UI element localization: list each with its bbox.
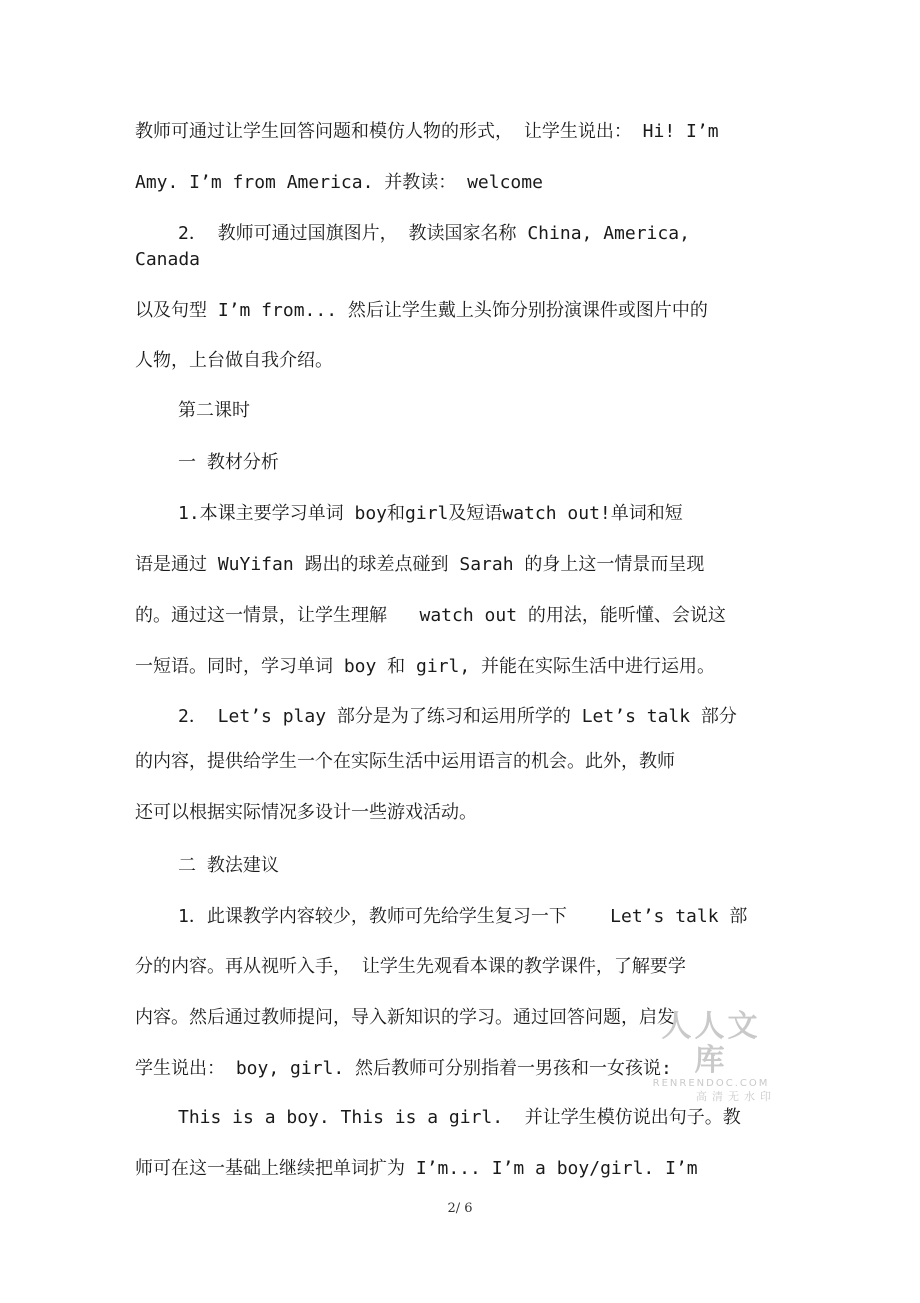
watermark-title: 人人文库 (661, 1009, 761, 1078)
watermark (646, 1010, 776, 1104)
watermark-url: RENRENDOC.COM (652, 1078, 770, 1089)
page-number: 2/ 6 (447, 1201, 473, 1216)
text-line-12: 一短语。同时，学习单词 boy 和 girl, 并能在实际生活中进行运用。 (135, 656, 716, 677)
text-line-19: 内容。然后通过教师提问，导入新知识的学习。通过回答问题，启发 (135, 1007, 675, 1028)
text-line-11: 的。通过这一情景，让学生理解 watch out 的用法，能听懂、会说这 (135, 605, 726, 626)
section-title-lesson-2: 第二课时 (178, 400, 250, 421)
text-line-14: 的内容，提供给学生一个在实际生活中运用语言的机会。此外，教师 (135, 751, 675, 772)
text-line-21: This is a boy. This is a girl. 并让学生模仿说出句子。教 (178, 1107, 741, 1128)
text-line-3: 2． 教师可通过国旗图片， 教读国家名称 China, America, (178, 223, 690, 244)
text-line-4: Canada (135, 249, 201, 270)
text-line-13: 2． Let’s play 部分是为了练习和运用所学的 Let’s talk 部分 (178, 706, 737, 727)
heading-material-analysis: 一 教材分析 (178, 452, 279, 473)
text-line-1: 教师可通过让学生回答问题和模仿人物的形式， 让学生说出： Hi! I’m (135, 121, 719, 142)
text-line-22: 师可在这一基础上继续把单词扩为 I’m... I’m a boy/girl. I’m (135, 1158, 698, 1179)
text-line-10: 语是通过 WuYifan 踢出的球差点碰到 Sarah 的身上这一情景而呈现 (135, 554, 705, 575)
text-line-6: 人物，上台做自我介绍。 (135, 350, 333, 371)
heading-teaching-suggestions: 二 教法建议 (178, 855, 279, 876)
text-line-2: Amy. I’m from America. 并教读： welcome (135, 172, 543, 193)
text-line-15: 还可以根据实际情况多设计一些游戏活动。 (135, 802, 477, 823)
text-line-18: 分的内容。再从视听入手， 让学生先观看本课的教学课件，了解要学 (135, 956, 686, 977)
watermark-subtitle: 高清无水印 (696, 1090, 776, 1103)
text-line-9: 1.本课主要学习单词 boy和girl及短语watch out!单词和短 (178, 503, 683, 524)
text-line-5: 以及句型 I’m from... 然后让学生戴上头饰分别扮演课件或图片中的 (135, 300, 708, 321)
text-line-20: 学生说出： boy, girl. 然后教师可分别指着一男孩和一女孩说: (135, 1058, 672, 1079)
text-line-17: 1．此课教学内容较少，教师可先给学生复习一下 Let’s talk 部 (178, 906, 748, 927)
